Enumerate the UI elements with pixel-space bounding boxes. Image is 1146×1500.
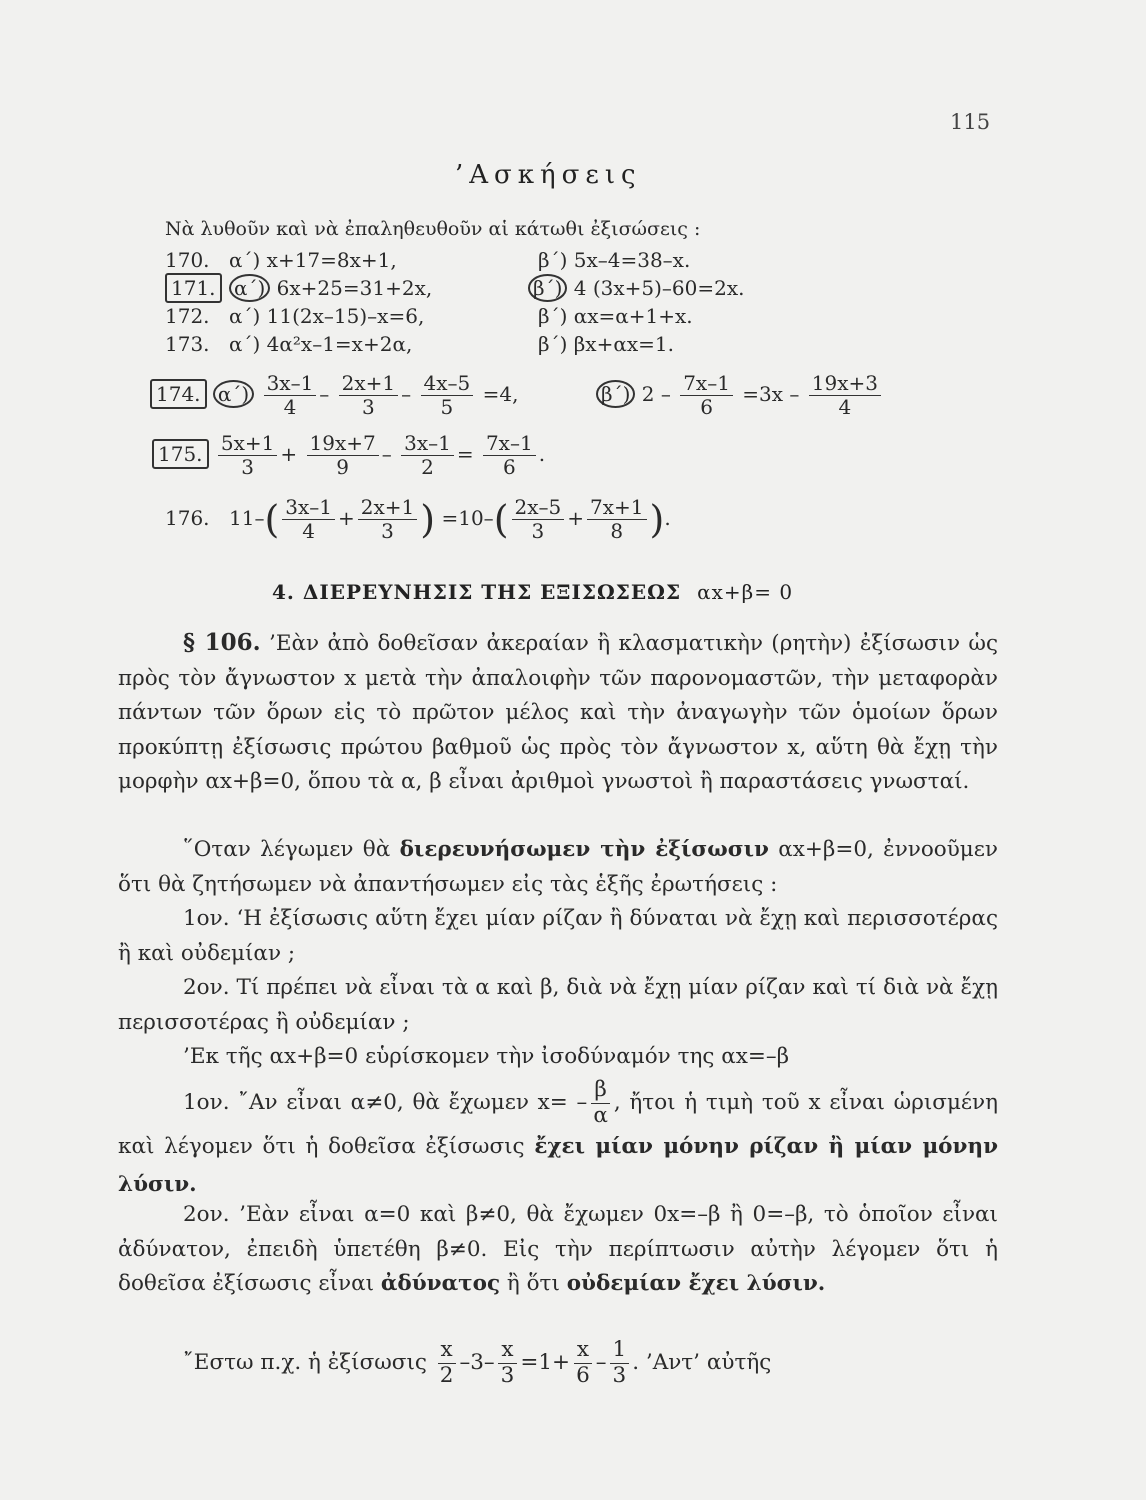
part-label: β΄) [538, 304, 568, 328]
exercise-number: 171. [165, 273, 222, 303]
equation-a: 4α²x–1=x+2α, [266, 332, 413, 356]
exercise-172 [165, 304, 424, 328]
part-label: β΄) [528, 274, 567, 302]
equation-rhs: =4, [482, 382, 519, 406]
fraction: $\frac{4x-5}{5}$ [421, 372, 474, 419]
paragraph-text: ἢ ὅτι [506, 1271, 560, 1296]
fraction: $\frac{7x-1}{6}$ [483, 432, 536, 479]
exercise-number: 174. [150, 379, 207, 409]
page-number: 115 [950, 110, 991, 134]
paragraph-text: 2ον. ’Εὰν εἶναι α=0 καὶ β≠0, θὰ ἔχωμεν 0x=–β ἢ 0=–β, τὸ ὁποῖον εἶναι ἀδύνατον, ἐπειδὴ ὑπετέθη β≠0. Εἰς τὴν περίπτωσιν αὐτὴν λέγομεν ὅτι ἡ δοθεῖσα ἐξίσωσις εἶναι [118, 1202, 998, 1296]
fraction: $\frac{7x+1}{8}$ [587, 496, 647, 543]
paragraph-text: ’Εκ τῆς αx+β=0 εὑρίσκομεν τὴν ἰσοδύναμόν της αx=–β [183, 1044, 790, 1069]
fraction: $\frac{3x-1}{4}$ [282, 496, 335, 543]
equation-term: –3– [459, 1350, 495, 1376]
paragraph-text: ῎Εστω π.χ. ἡ ἐξίσωσις [183, 1350, 427, 1376]
equation-b: 5x–4=38–x. [573, 248, 691, 272]
example-line [118, 1338, 998, 1388]
paragraph-text: 1ον. ‘Η ἐξίσωσις αὕτη ἔχει μίαν ρίζαν ἢ δύναται νὰ ἔχῃ καὶ περισσοτέρας ἢ καὶ οὐδεμίαν ; [118, 906, 998, 966]
part-label: α΄) [229, 248, 261, 272]
part-label: α΄) [229, 274, 270, 302]
paragraph-text: ’Εὰν ἀπὸ δοθεῖσαν ἀκεραίαν ἢ κλασματικὴν (ρητὴν) ἐξίσωσιν ὡς πρὸς τὸν ἄγνωστον x μετὰ τὴν ἀπαλοιφὴν τῶν παρονομαστῶν, τὴν μεταφορὰν πάντων τῶν ὅρων εἰς τὸ πρῶτον μέλος καὶ τὴν ἀναγωγὴν τῶν ὁμοίων ὅρων προκύπτῃ ἐξίσωσις πρώτου βαθμοῦ ὡς πρὸς τὸν ἄγνωστον x, αὕτη θὰ ἔχῃ τὴν μορφὴν αx+β=0, ὅπου τὰ α, β εἶναι ἀριθμοὶ γνωστοὶ ἢ παραστάσεις γνωσταί. [118, 631, 998, 794]
equation-term: =1+ [520, 1350, 571, 1376]
paragraph-text: , ἤτοι ἡ τιμὴ τοῦ x εἶναι ὡρισμένη καὶ λέγομεν ὅτι ἡ δοθεῖσα ἐξίσωσις [118, 1090, 999, 1160]
equation-term: 2 – [641, 382, 671, 406]
bold-term: οὐδεμίαν ἔχει λύσιν. [566, 1271, 826, 1296]
paragraph-text: 1ον. ῎Αν εἶναι α≠0, θὰ ἔχωμεν x= – [183, 1090, 588, 1116]
part-label: α΄) [229, 332, 261, 356]
section-title-text: 4. ΔΙΕΡΕΥΝΗΣΙΣ ΤΗΣ ΕΞΙΣΩΣΕΩΣ [272, 580, 682, 604]
fraction: $\frac{\beta}{\alpha}$ [593, 1077, 608, 1128]
paragraph-text: . ’Αντ’ αὐτῆς [632, 1350, 772, 1376]
part-label: α΄) [213, 380, 254, 408]
equation-term: – [595, 1350, 607, 1376]
exercise-176: 176. 11–( $\frac{3x-1}{4}$ + $\frac{2x+1}{3}$ ) =10–( $\frac{2x-5}{3}$ + $\frac{7x+1}{8}$ ). [165, 495, 671, 543]
paragraph-text: ῞Οταν λέγωμεν θὰ [183, 837, 391, 862]
exercise-173 [165, 332, 412, 356]
equation-a: 6x+25=31+2x, [276, 276, 433, 300]
equation-b: βx+αx=1. [573, 332, 674, 356]
equation-term: =10– [441, 506, 494, 530]
section-heading [272, 580, 793, 604]
fraction: $\frac{7x-1}{6}$ [680, 372, 733, 419]
case-1 [118, 1078, 998, 1204]
fraction: $\frac{19x+3}{4}$ [809, 372, 881, 419]
fraction: $\frac{5x+1}{3}$ [218, 432, 278, 479]
equation-b: 4 (3x+5)–60=2x. [573, 276, 745, 300]
exercise-number: 176. [165, 506, 210, 530]
part-label: α΄) [229, 304, 261, 328]
equation-a: x+17=8x+1, [266, 248, 397, 272]
fraction: $\frac{x}{3}$ [498, 1338, 518, 1388]
section-equation: αx+β= 0 [697, 580, 794, 604]
equation-term: 11– [229, 506, 265, 530]
exercise-number: 172. [165, 304, 210, 328]
question-2 [118, 971, 998, 1040]
exercise-170 [165, 248, 397, 272]
equation-a: 11(2x–15)–x=6, [266, 304, 425, 328]
fraction: $\frac{2x-5}{3}$ [512, 496, 565, 543]
fraction: $\frac{3x-1}{4}$ [264, 372, 317, 419]
paragraph-investigate [118, 833, 998, 902]
fraction: $\frac{3x-1}{2}$ [401, 432, 454, 479]
fraction: $\frac{19x+7}{9}$ [307, 432, 379, 479]
bold-term: διερευνήσωμεν τὴν ἐξίσωσιν [399, 837, 769, 862]
bold-term: ἔχει μίαν μόνην ρίζαν ἢ μίαν μόνην λύσιν. [118, 1134, 998, 1198]
exercise-171-b [528, 276, 744, 300]
exercise-172-b [538, 304, 693, 328]
exercise-174-b [596, 372, 884, 419]
exercise-number: 173. [165, 332, 210, 356]
part-label: β΄) [538, 248, 568, 272]
exercise-170-b [538, 248, 690, 272]
paragraph-106 [118, 626, 998, 800]
fraction: $\frac{2x+1}{3}$ [358, 496, 418, 543]
fraction: $\frac{x}{6}$ [573, 1338, 593, 1388]
exercise-number: 170. [165, 248, 210, 272]
part-label: β΄) [596, 380, 635, 408]
exercise-174-a: 174. α΄) $\frac{3x-1}{4}$ – $\frac{2x+1}{3}$ – $\frac{4x-5}{5}$ =4, [150, 372, 518, 419]
equation-term: =3x – [742, 382, 800, 406]
fraction: $\frac{2x+1}{3}$ [339, 372, 399, 419]
exercise-173-b [538, 332, 674, 356]
section-number: § 106. [183, 629, 261, 656]
fraction: $\frac{1}{3}$ [610, 1338, 630, 1388]
exercise-175: 175. $\frac{5x+1}{3}$ + $\frac{19x+7}{9}$ – $\frac{3x-1}{2}$ = $\frac{7x-1}{6}$ . [152, 432, 545, 479]
case-2 [118, 1198, 998, 1302]
equivalent-equation [118, 1040, 998, 1075]
exercises-title: ’Ασκήσεις [455, 160, 642, 190]
paragraph-text: αx+β=0, ἐννοοῦμεν ὅτι θὰ ζητήσωμεν νὰ ἀπαντήσωμεν εἰς τὰς ἑξῆς ἐρωτήσεις : [118, 837, 998, 897]
exercise-171 [165, 276, 432, 300]
fraction: $\frac{x}{2}$ [437, 1338, 457, 1388]
equation-b: αx=α+1+x. [573, 304, 693, 328]
bold-term: ἀδύνατος [380, 1271, 501, 1296]
question-1 [118, 902, 998, 971]
paragraph-text: 2ον. Τί πρέπει νὰ εἶναι τὰ α καὶ β, διὰ νὰ ἔχῃ μίαν ρίζαν καὶ τί διὰ νὰ ἔχῃ περισσοτέρας ἢ οὐδεμίαν ; [118, 975, 998, 1035]
part-label: β΄) [538, 332, 568, 356]
exercise-number: 175. [152, 439, 209, 469]
exercises-intro: Νὰ λυθοῦν καὶ νὰ ἐπαληθευθοῦν αἱ κάτωθι ἐξισώσεις : [165, 218, 701, 240]
